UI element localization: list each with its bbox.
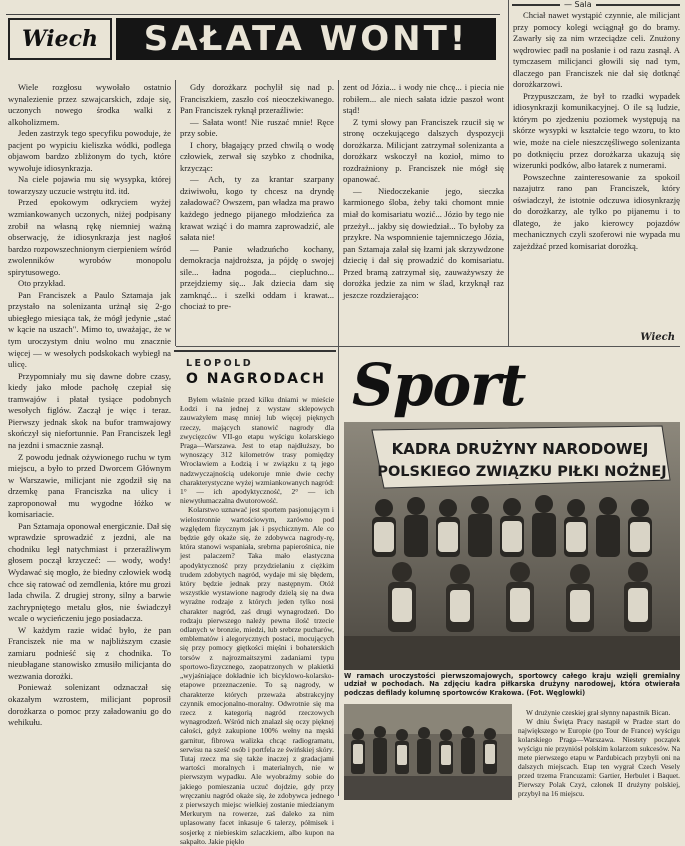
column-1 [8,82,171,798]
paragraph: Przed epokowym odkryciem wyżej wzmiankowanych uczonych, niżej podpisany zrobił na własną rękę niemniej ważną obserwację, że idiosynkrazja jest nagłoś bardzo rozpowszechnionym cierpieniem wśród zwolenników wyrobów monopolu spirytusowego. [8,197,171,277]
paragraph: Z powodu jednak ożywionego ruchu w tym miejscu, a było to przed Dworcem Głównym w Warszawie, milicjant nie zgodził się na drzemkę pana Franciszka na ulicy i zaproponował mu wygodne łóżko w komisariacie. [8,451,171,520]
column-divider [508,0,509,346]
paragraph: Oto przykład. [18,278,66,289]
paragraph: Jeden zastrzyk tego specyfiku powoduje, że pacjent po wypiciu kieliszka wódki, podlega objawom bardzo zbliżonym do tych, które wywołuje idiosynkrazja. [8,128,171,173]
leopold-kicker: LEOPOLD [186,358,254,369]
cyclists-photo-illustration [344,704,512,800]
paragraph: Ponieważ solenizant odznaczał się okazałym wzrostem, milicjant poprosił dorożkarza o pomoc przy załadowaniu go do wehikułu. [8,682,171,728]
paragraph: Z tymi słowy pan Franciszek rzucił się w stronę oczekującego dalszych dyspozycji dorożkarza. Milicjant zatrzymał solenizanta a dorożkarz wskoczył na kozioł, mimo to rozdrażniony p. Franciszek nie mógł się opanować. [343,116,504,185]
team-photo-illustration [344,422,680,670]
paragraph: Na ciele pojawia mu się wysypka, której towarzyszy uczucie wstrętu itd. itd. [8,174,171,196]
paragraph: W dniu Święta Pracy nastąpił w Pradze start do największego w Europie (po Tour de France) wyścigu kolarskiego Praga—Warszawa. Niestety początek wyścigu nie przyniósł polskim kolarzom sukcesów. Na mete pierwszego etapu w Pardubicach przybyli oni na dalszych miejscach. Etap ten wygrał Czech Vesely przed trzema Francuzami: Gartier, Herbulet i Baquet. Pierwszy Polak Czyż, członek II drużyny polskiej, przybył na 16 miejscu. [518,717,680,798]
cyclists-photo [344,704,512,800]
column-2 [180,82,334,346]
paragraph: zent od Józia... i wody nie chcę... i piecia nie robiłem... ale niech sałata idzie paszoł wont stąd! [343,82,504,116]
column-divider [338,80,339,796]
paragraph: — Niedoczekanie jego, sieczka karmionego śloba, żeby taki chomont mnie miał do komisariatu wozić... Józio by tego nie przeżył... jakby się dowiedział... To byłoby za przykre. Na wspomnienie tajemniczego Józia, pan Sztamaja załał się łzami jak skrzywdzone dziecię i dał się prowadzić do komisariatu. Przed bramą zatrzymał się, zauważywszy że dorożka jedzie za nim w ślad, krzyknął raz jeszcze rozdzierająco: [343,185,504,300]
paragraph: Pan Sztamaja oponował energicznie. Dał się wprawdzie sprowadzić z jezdni, ale na chodniku legł natychmiast i przeraźliwym głosem począł krzyczeć: — wody, wody! Wydawać się mogło, że biedny człowiek wodą chce się ratować od zemdlenia, które mu grozi lada chwila. Z drugiej strony, silny a barwie zachrypniętego metalu głos, nie świadczył wcale o wycieńczeniu jego posiadacza. [8,520,171,624]
article-title: SAŁATA WONT! [116,18,496,60]
paragraph: Chciał nawet wystąpić czynnie, ale milicjant przy pomocy kolegi wciągnął go do bramy. Zawarły się za nim wrzeciądze celi. Znużony wędrowiec padł na posłanie i od razu zasnął. A tymczasem milicjanci głowili się nad tym, dlaczego pan Franciszek nie dał się dotknąć dorożkarzowi. [513,10,680,90]
column-3 [343,82,504,346]
leopold-title: O NAGRODACH [186,371,326,387]
paragraph: W drużynie czeskiej grał słynny napastnik Bican. [526,708,671,717]
paragraph: Byłem właśnie przed kilku dniami w mieście Łodzi i na jednej z wystaw sklepowych zauważyłem masę mniej lub więcej pięknych rzeczy, mających stanowić nagrody dla zwycięzców VII-go etapu wyścigu kolarskiego Praga—Warszawa. Jest to etap najdłuższy, bo wynoszący 312 kilometrów trasy pomiędzy Wrocławiem a Łodzią i w związku z tą jego nadzwyczajnością udekoruje mnie dwie cechy charakterystyczne wyżej wzmiankowanych nagród: 1° — ich apodyktyczność, 2° — ich niewytłumaczalna dwutorowość. [180,395,334,506]
author-badge: Wiech [8,18,112,60]
paragraph: W każdym razie widać było, że pan Franciszek nie ma w najbliższym czasie zamiaru podnieść się z chodnika. To nieubłagane stanowisko zmusiło milicjanta do wezwania dorożki. [8,624,171,681]
paragraph: Przypomniały mu się dawne dobre czasy, kiedy jako młode pachołę czepiał się tramwajów i płatał tysiące podobnych wesołych figlów. Zaczął je więc i teraz. Pierwszy jednak skok na bufor tramwajowy skończył się niefortunnie. Pan Franciszek legł na jezdni i smacznie zasnął. [8,370,171,450]
team-photo [344,422,680,670]
paragraph: Powszechne zainteresowanie za spokoil nazajutrz rano pan Franciszek, który oświadczył, że istotnie odczuwa idiosynkrazję do dorożkarzy, ale tylko po pijanemu i to dlatego, że jako kierowcy pojazdów mechanicznych czyli szoferowi nie wypada mu zajeżdżać przed komisariat dorożką. [513,171,680,251]
sport-text [518,708,680,800]
author-signature: Wiech [640,332,675,343]
paragraph: Gdy dorożkarz pochylił się nad p. Franciszkiem, zaszło coś nieoczekiwanego. Pan Franciszek ryknął przeraźliwie: [180,82,334,116]
paragraph: Wiele rozgłosu wywołało ostatnio wynalezienie przez szwajcarskich, zdaje się, uczonych nowego środka walki z alkoholizmem. [8,82,171,127]
column-divider [175,80,176,346]
paragraph: — Panie władzuńcho kochany, demokracja najdroższa, ja pójdę o swojej sile... ładna pogoda... ciepluchno... przejdziemy się... Jak dziecia dam się zamknąć... i szelki oddam i krawat... chociaż to pre- [180,243,334,312]
paragraph: — Ach, ty za krantar szarpany dziwiwołu, kogo ty chcesz na dryndę załadować? Owszem, pan władza ma prawo każdego jednego pijanego młodzieńca za krawat wziąć i do mamra zaprowadzić, ale sałata nie! [180,174,334,243]
top-right-label: — Sala [560,0,596,9]
paragraph: Kolarstwo uznawać jest sportem pasjonującym i wielostronnie wartościowym, zarówno pod względem fizycznym jak i psychicznym. Ale co będzie gdy okaże się, że zdobywca nagrody-rę, która stanowi wspaniała, srebrna papierośnica, nie jest palaczem? Taka mało elastyczna apodyktyczność przy przydzielaniu z ciężkim trudem zdobytych nagród, wydaje mi się błędem, który będzie jednak przy następnym. Otóż wszystkie wystawione nagrody dzielą się na dwa wyraźne rodzaje z których jeden tylko nosi charakter nagród, zaś drugi wynagrodzeń. Do rodzaju pierwszego należy pewna ilość trzecie odlanych w bronzie, miedzi, lub srebrze pucharów, emblematów i alegorycznych postaci, mocujących się przy pomocy giętkości mięśni i bohaterskich torsów z najrozmaitszymi zadaniami typu sportowo-fizycznego, zaopatrzonych w plakietki „wyjaśniające dokładnie ich bicyklowo-kolarsko-etapowe przeznaczenie. To są nagrody, w charakterze których przeważa abstrakcyjny czynnik emocjonalno-moralny. Odwrotnie się ma rzecz z kategorią nagród rzeczowych wynagrodzeń. Wśród nich znalazł się oczy pięknej całości, gdyż zakupione 100% wełny na męski garnitur, fibrowa walizka chcąc radiogramatu, serwisu na sześć osób i portfela ze świńskiej skóry. Tutaj rzecz ma się także inaczej z gradacjami wartości moralnych i materialnych, nie w pierwszym wypadku. Ale wyobraźmy sobie do jakiego pomieszania uczuć dojdzie, gdy przy wręczaniu nagród okaże się, że zdobywca jednego z pierwszych miejsc wielkiej zostanie miedzianym Merkurym na rowerze, zaś daleko za nim uplasowany facet inkasuje 6 talerzy, półmisek i sosjerkę z niebieskim szlaczkiem, albo kupon na sakpałto. Jakie piękło [180,505,334,846]
paragraph: Pan Franciszek a Paulo Sztamaja jak przystało na solenizanta urżnął się 2-go ubiegłego miesiąca tak, że mógł jedynie „stać w kącie na uszach". Mimo to, uważając, że w tym uroczystym dniu wolno mu znacznie więcej — w wesołych podskokach wybiegł na ulicę. [8,289,171,370]
leopold-text [180,395,334,846]
column-4 [513,10,680,346]
paragraph: — Sałata wont! Nie ruszać mnie! Ręce przy sobie. [180,116,334,139]
photo-caption: W ramach uroczystości pierwszomajowych, sportowcy całego kraju wzięli gremialny udział w pochodach. Na zdjęciu kadra piłkarska drużyny narodowej, która otwierała podczas defilady kolumnę sportowców Krakowa. (Fot. Węglowki) [344,672,680,697]
section-divider [176,346,680,347]
sport-logo: Sport [352,351,526,419]
top-right-rule [512,4,680,6]
paragraph: I chory, błagający przed chwilą o wodę człowiek, zerwał się szybko z chodnika, krzycząc: [180,139,334,173]
banner-line-2: POLSKIEGO ZWIĄZKU PIŁKI NOŻNEJ [377,464,667,480]
banner-line-1: KADRA DRUŻYNY NARODOWEJ [391,440,649,458]
paragraph: Przypuszczam, że był to rzadki wypadek idiosynkrazji komunikacyjnej. O ile są ludzie, którym po zjedzeniu poziomek występują na skórze wysypki w kształcie tego wzoru, to kto wie, może na ciele nieszczęśliwego solenizanta po dotknięciu przez dorożkarza ukazują się wizerunki podków, albo łatarek z numerami. [513,90,680,171]
